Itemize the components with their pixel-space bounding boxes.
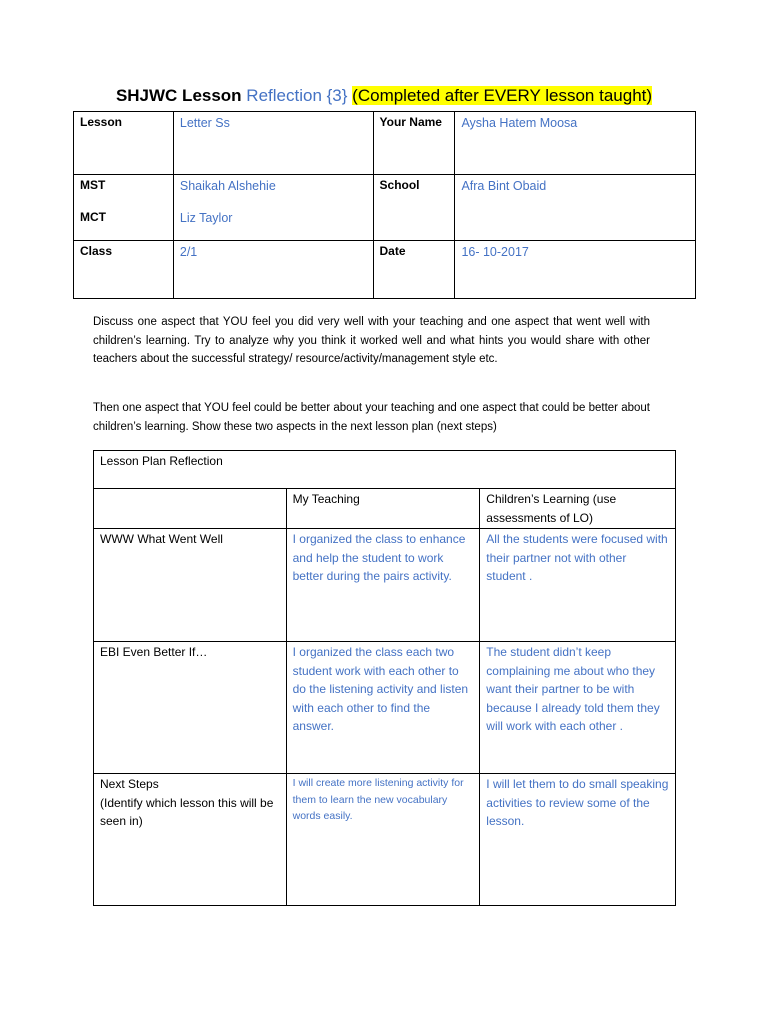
instructions-paragraph-2: Then one aspect that YOU feel could be better about your teaching and one aspect that could be better about children’s learning. Show these two aspects in the next lesson plan (next steps) bbox=[93, 402, 650, 433]
your-name-value: Aysha Hatem Moosa bbox=[455, 112, 696, 175]
table-row bbox=[94, 774, 676, 906]
lesson-label: Lesson bbox=[74, 112, 174, 175]
your-name-label: Your Name bbox=[373, 112, 455, 175]
mentor-labels bbox=[74, 175, 174, 241]
empty-cell bbox=[94, 489, 287, 529]
table-row bbox=[74, 241, 696, 299]
table-row bbox=[94, 642, 676, 774]
mst-value: Shaikah Alshehie bbox=[179, 179, 276, 193]
school-value: Afra Bint Obaid bbox=[455, 175, 696, 241]
table-row bbox=[94, 489, 676, 529]
lesson-info-table bbox=[73, 111, 696, 299]
www-teaching: I organized the class to enhance and help the student to work better during the pairs activity. bbox=[286, 529, 480, 642]
col-my-teaching: My Teaching bbox=[286, 489, 480, 529]
next-steps-teaching: I will create more listening activity for them to learn the new vocabulary words easily. bbox=[286, 774, 480, 906]
next-steps-label: Next Steps bbox=[100, 777, 159, 791]
title-note: (Completed after EVERY lesson taught) bbox=[352, 86, 653, 105]
class-value: 2/1 bbox=[173, 241, 373, 299]
www-learning: All the students were focused with their partner not with other student . bbox=[480, 529, 676, 642]
ebi-teaching: I organized the class each two student work with each other to do the listening activity and listen with each other to find the answer. bbox=[286, 642, 480, 774]
mentor-values bbox=[173, 175, 373, 241]
title-prefix: SHJWC Lesson bbox=[115, 86, 247, 105]
title-reflection: Reflection {3} bbox=[246, 86, 348, 105]
reflection-table bbox=[93, 450, 676, 906]
mst-label: MST bbox=[80, 178, 106, 192]
next-steps-cell bbox=[94, 774, 287, 906]
ebi-label: EBI Even Better If… bbox=[94, 642, 287, 774]
school-label: School bbox=[373, 175, 455, 241]
table-row bbox=[74, 175, 696, 241]
next-steps-learning: I will let them to do small speaking activities to review some of the lesson. bbox=[480, 774, 676, 906]
mct-value: Liz Taylor bbox=[179, 211, 233, 225]
class-label: Class bbox=[74, 241, 174, 299]
page-title bbox=[0, 86, 768, 106]
lesson-value: Letter Ss bbox=[173, 112, 373, 175]
reflection-header: Lesson Plan Reflection bbox=[94, 451, 676, 489]
col-childrens-learning: Children’s Learning (use assessments of LO) bbox=[480, 489, 676, 529]
date-value: 16- 10-2017 bbox=[455, 241, 696, 299]
next-steps-sublabel: (Identify which lesson this will be seen in) bbox=[100, 795, 274, 828]
date-label: Date bbox=[373, 241, 455, 299]
table-row bbox=[94, 451, 676, 489]
table-row bbox=[94, 529, 676, 642]
instructions-paragraph-1: Discuss one aspect that YOU feel you did very well with your teaching and one aspect that went well with children’s learning. Try to analyze why you think it worked well and what hints you would share with other teachers about the successful strategy/ resource/activity/management style etc. bbox=[93, 316, 650, 365]
mct-label: MCT bbox=[80, 210, 106, 224]
ebi-learning: The student didn’t keep complaining me about who they want their partner to be with because I already told them they will work with each other . bbox=[480, 642, 676, 774]
www-label: WWW What Went Well bbox=[94, 529, 287, 642]
table-row bbox=[74, 112, 696, 175]
